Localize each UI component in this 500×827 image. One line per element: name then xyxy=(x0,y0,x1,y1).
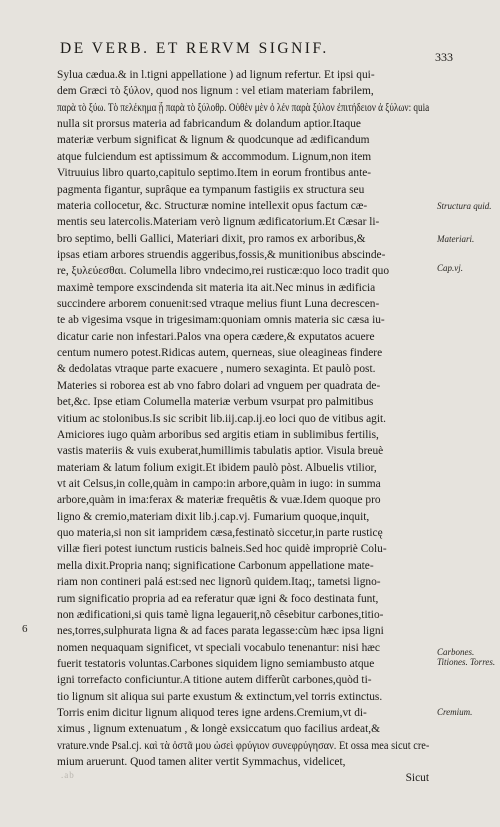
text-line: riam non contineri palá est:sed nec lignorũ quidem.Itaq;, tametsi ligno- xyxy=(57,576,381,589)
text-line: ximus , lignum extenuatum , & longè exsiccatum quo facilius ardeat,& xyxy=(57,723,380,736)
text-line: vastis materiis & vuis exuberat,humillimis tabulatis aptior. Visula breuè xyxy=(57,445,384,458)
running-title: DE VERB. ET RERVM SIGNIF. xyxy=(60,40,329,57)
text-line: mentis seu latercolis.Materiam verò lignum ædificatorium.Et Cæsar li- xyxy=(57,216,380,229)
text-line: Amiciores iugo quàm arboribus sed argitis etiam in sublimibus fertilis, xyxy=(57,428,379,441)
text-line: igni torrefacto conficiuntur.A titione autem differũt carbones,quòd ti- xyxy=(57,674,372,687)
text-line: te ab vigesima vsque in trigesimam:quoniam omnis materia sic cæsa iu- xyxy=(57,314,385,327)
text-line: bro septimo, belli Gallici, Materiari dixit, pro ramos ex arboribus,& xyxy=(57,232,366,245)
text-line: nomen nequaquam significet, vt speciali vocabulo tenenantur: nisi hæc xyxy=(57,641,380,654)
text-line: παρὰ τὸ ξύω. Τὸ πελέκημα ᾗ παρὰ τὸ ξύλοθρ. Οὐθὲν μὲν ὁ λέν παρὰ ξύλον ἐπιτήδειον ἀ ξύλων: quia xyxy=(57,101,430,114)
text-line: fuerit testatoris voluntas.Carbones siquidem ligno semiambusto atque xyxy=(57,657,375,670)
page-number: 333 xyxy=(435,50,453,64)
text-line: succindere arborem conuenit:sed vtraque melius fiunt Luna decrescen- xyxy=(57,298,380,311)
margin-note-materiari: Materiari. xyxy=(437,234,475,244)
text-line: bet,&c. Ipse etiam Columella materiæ verbum vsurpat pro palmitibus xyxy=(57,396,374,409)
text-line: mella dixit.Propria nanq; significatione Carbonum appellatione mate- xyxy=(57,559,374,572)
text-line: re, ξυλεύεσθαι. Columella libro vndecimo,rei rusticæ:quo loco tradit quo xyxy=(57,265,390,278)
text-line: materiæ verbum significat & lignum & quodcunque ad ædificandum xyxy=(57,134,370,147)
text-line: dicatur carie non infestari.Palos vna opera cædere,& exputatos acuere xyxy=(57,330,375,343)
text-line: ligno & cremio,materiam dixit lib.j.cap.vj. Fumarium quoque,inquit, xyxy=(57,510,370,523)
margin-note-cap: Cap.vj. xyxy=(437,263,463,273)
text-line: vrature.vnde Psal.cj. καὶ τὰ ὀστᾶ μου ὡσεὶ φρύγιον συνεφρύγησαν. Et ossa mea sicut cre- xyxy=(57,739,430,752)
text-line: nes,torres,sulphurata ligna & ad faces parata legasse:cùm hæc ipsa ligni xyxy=(57,625,384,638)
text-line: materia collocetur, &c. Structuræ nomine intellexit opus factum cæ- xyxy=(57,199,368,212)
text-line: Torris enim dicitur lignum aliquod teres igne ardens.Cremium,vt di- xyxy=(57,707,367,720)
text-line: vt ait Celsus,in colle,quàm in campo:in arbore,quàm in iugo: in summa xyxy=(57,477,381,490)
text-line: ipsas etiam arbores struendis aggeribus,fossis,& munitionibus abscinde- xyxy=(57,248,386,261)
text-line: arbore,quàm in ima:ferax & materiæ frequêtis & vuæ.Idem quoque pro xyxy=(57,494,381,507)
text-line: Vitruuius libro quarto,capitulo septimo.Item in eorum frontibus ante- xyxy=(57,167,372,180)
text-line: dem Græci τὸ ξύλον, quod nos lignum : vel etiam materiam fabrilem, xyxy=(57,85,374,98)
text-line: centum numero potest.Ridicas autem, querneas, siue oleagineas findere xyxy=(57,347,383,360)
text-line: quo materia,si non sit iampridem cæsa,festinatò siccetur,in parte rusticę xyxy=(57,527,383,540)
text-line: vitium ac stolonibus.Is sic scribit lib.iij.cap.ij.eo loci quo de vitibus agit. xyxy=(57,412,387,425)
text-line: mium aruerunt. Quod tamen aliter vertit Symmachus, videlicet, xyxy=(57,756,346,769)
margin-note-carbones: Carbones. Titiones. Torres. xyxy=(437,647,496,667)
body-text xyxy=(57,67,429,787)
margin-number: 6 xyxy=(22,623,28,635)
text-line: & dedolatas vtraque parte exacuere , numero sexaginta. Et paulò post. xyxy=(57,363,376,376)
margin-note-structura: Structura quid. xyxy=(437,201,492,211)
text-line: nulla sit prorsus materia ad fabricandum & dolandum aptior.Itaque xyxy=(57,118,361,131)
text-line: rum significatio propria ad ea referatur quæ igni & foco destinata funt, xyxy=(57,592,379,605)
text-line: materiam & latum folium exigit.Et ibidem paulò pòst. Albuelis vtilior, xyxy=(57,461,377,474)
text-line: tio lignum sit aliqua sui parte exustum & extinctum,vel torris extinctus. xyxy=(57,690,383,703)
text-line: pagmenta figantur, suprâque ea tympanum fastigiis ex structura seu xyxy=(57,183,365,196)
text-line: villæ fieri potest iunctum rusticis balneis.Sed hoc quidè impropriè Colu- xyxy=(57,543,387,556)
library-stamp: .ab xyxy=(61,770,75,780)
text-line: non ædificationi,si quis tamè ligna legaueriț,nõ cêsebitur carbones,titio- xyxy=(57,608,384,621)
text-line: atque fulciendum est aptissimum & accommodum. Lignum,non item xyxy=(57,150,372,163)
text-line: Materies si roborea est ab vno fabro dolari ad vnguem per quadrata de- xyxy=(57,379,381,392)
text-line: maximè tempore exscindenda sit materia ita ait.Nec minus in ædificia xyxy=(57,281,376,294)
margin-note-cremium: Cremium. xyxy=(437,707,473,717)
text-line: Sylua cædua.& in l.tigni appellatione ) ad lignum refertur. Et ipsi qui- xyxy=(57,69,375,81)
text-line: Sicut xyxy=(405,772,429,785)
